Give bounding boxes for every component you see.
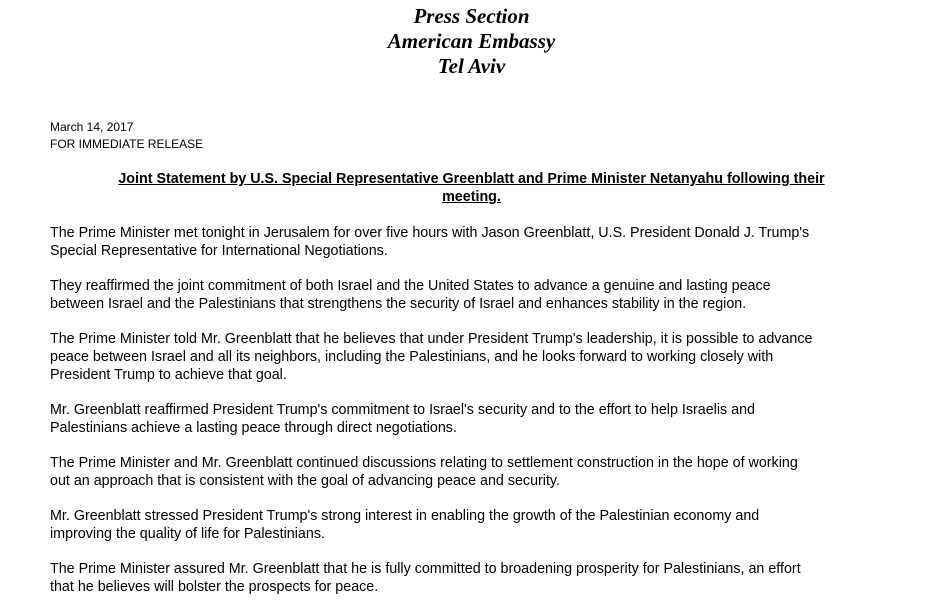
statement-body [50, 224, 925, 596]
paragraph-line: Palestinians achieve a lasting peace through direct negotiations. [50, 420, 457, 436]
header-line-press-section: Press Section [413, 4, 530, 28]
paragraph-line: Mr. Greenblatt stressed President Trump's strong interest in enabling the growth of the Palestinian economy and [50, 508, 760, 524]
paragraph-security [50, 401, 925, 437]
paragraph-settlements [50, 454, 925, 490]
paragraph-meeting [50, 224, 925, 260]
paragraph-line: out an approach that is consistent with the goal of advancing peace and security. [50, 473, 560, 489]
paragraph-line: Mr. Greenblatt reaffirmed President Trump's commitment to Israel's security and to the effort to help Israelis and [50, 402, 755, 418]
release-meta [50, 119, 203, 153]
paragraph-prosperity [50, 560, 925, 596]
statement-title [60, 170, 883, 206]
paragraph-leadership [50, 330, 925, 384]
paragraph-line: The Prime Minister assured Mr. Greenblatt that he is fully committed to broadening prosperity for Palestinians, an effort [50, 561, 801, 577]
paragraph-line: between Israel and the Palestinians that strengthens the security of Israel and enhances stability in the region. [50, 296, 747, 312]
paragraph-economy [50, 507, 925, 543]
title-line: meeting. [442, 189, 501, 205]
release-date: March 14, 2017 [50, 120, 134, 134]
paragraph-line: improving the quality of life for Palestinians. [50, 526, 325, 542]
paragraph-line: peace between Israel and all its neighbors, including the Palestinians, and he looks forward to working closely with [50, 349, 774, 365]
paragraph-line: President Trump to achieve that goal. [50, 367, 287, 383]
title-line: Joint Statement by U.S. Special Representative Greenblatt and Prime Minister Netanyahu following their [118, 171, 825, 187]
release-notice: FOR IMMEDIATE RELEASE [50, 137, 204, 151]
paragraph-line: They reaffirmed the joint commitment of both Israel and the United States to advance a genuine and lasting peace [50, 278, 771, 294]
header-line-american-embassy: American Embassy [387, 29, 556, 53]
paragraph-line: The Prime Minister met tonight in Jerusalem for over five hours with Jason Greenblatt, U.S. President Donald J. Trump's [50, 225, 810, 241]
paragraph-line: that he believes will bolster the prospects for peace. [50, 579, 379, 595]
paragraph-line: The Prime Minister and Mr. Greenblatt continued discussions relating to settlement construction in the hope of working [50, 455, 798, 471]
paragraph-commitment [50, 277, 925, 313]
embassy-header [0, 4, 943, 79]
header-line-tel-aviv: Tel Aviv [437, 54, 506, 78]
paragraph-line: Special Representative for International Negotiations. [50, 243, 388, 259]
paragraph-line: The Prime Minister told Mr. Greenblatt that he believes that under President Trump's leadership, it is possible to advance [50, 331, 813, 347]
